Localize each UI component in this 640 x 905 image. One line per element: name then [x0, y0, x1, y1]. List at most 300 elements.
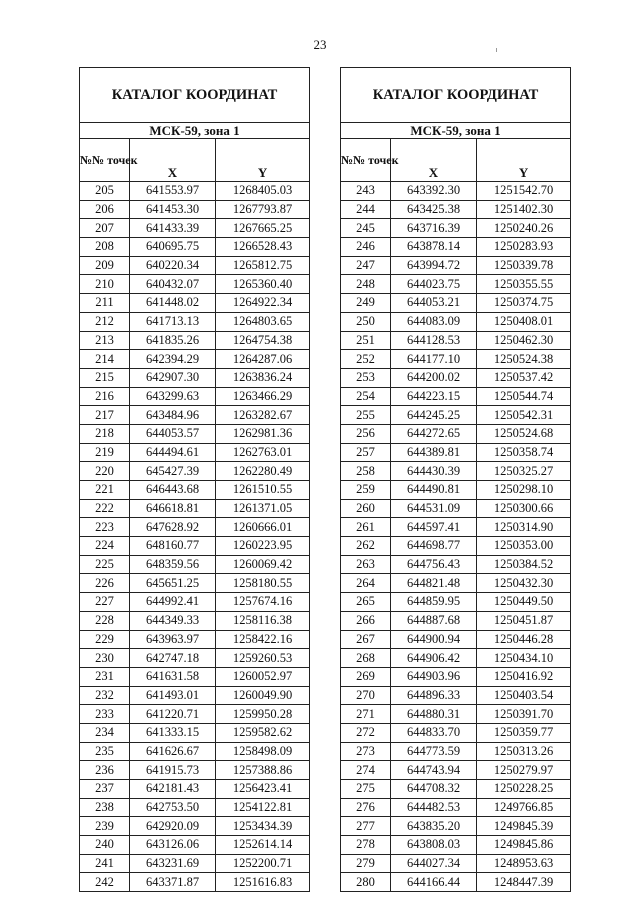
point-number-cell: 258	[341, 462, 391, 481]
table-row	[80, 219, 310, 238]
y-coordinate-cell: 1250446.28	[477, 630, 571, 649]
y-coordinate-cell: 1250384.52	[477, 555, 571, 574]
point-number-cell: 223	[80, 518, 130, 537]
x-coordinate-cell: 644430.39	[391, 462, 477, 481]
y-coordinate-cell: 1250283.93	[477, 238, 571, 257]
y-coordinate-cell: 1265812.75	[216, 256, 310, 275]
x-coordinate-cell: 647628.92	[130, 518, 216, 537]
table-row	[341, 350, 571, 369]
y-coordinate-cell: 1259950.28	[216, 705, 310, 724]
point-number-cell: 272	[341, 723, 391, 742]
point-number-cell: 218	[80, 424, 130, 443]
point-number-cell: 257	[341, 443, 391, 462]
table-row	[80, 873, 310, 892]
x-coordinate-cell: 644245.25	[391, 406, 477, 425]
table-row	[80, 817, 310, 836]
y-header: Y	[477, 139, 571, 182]
point-number-cell: 230	[80, 649, 130, 668]
point-number-cell: 232	[80, 686, 130, 705]
x-coordinate-cell: 644177.10	[391, 350, 477, 369]
y-coordinate-cell: 1266528.43	[216, 238, 310, 257]
x-coordinate-cell: 643808.03	[391, 836, 477, 855]
table-row	[341, 200, 571, 219]
x-coordinate-cell: 643994.72	[391, 256, 477, 275]
point-number-cell: 275	[341, 780, 391, 799]
x-coordinate-cell: 641433.39	[130, 219, 216, 238]
table-row	[341, 406, 571, 425]
x-coordinate-cell: 644906.42	[391, 649, 477, 668]
x-coordinate-cell: 643484.96	[130, 406, 216, 425]
table-row	[80, 294, 310, 313]
y-coordinate-cell: 1250353.00	[477, 537, 571, 556]
x-coordinate-cell: 644128.53	[391, 331, 477, 350]
point-number-cell: 256	[341, 424, 391, 443]
point-number-cell: 245	[341, 219, 391, 238]
y-coordinate-cell: 1251542.70	[477, 182, 571, 201]
table-row	[80, 593, 310, 612]
table-row	[80, 275, 310, 294]
y-coordinate-cell: 1262763.01	[216, 443, 310, 462]
table-row	[80, 481, 310, 500]
x-coordinate-cell: 643425.38	[391, 200, 477, 219]
table-row	[80, 387, 310, 406]
coordinate-catalog-right	[340, 67, 571, 892]
x-coordinate-cell: 644992.41	[130, 593, 216, 612]
x-coordinate-cell: 641493.01	[130, 686, 216, 705]
x-coordinate-cell: 644223.15	[391, 387, 477, 406]
point-number-cell: 236	[80, 761, 130, 780]
y-coordinate-cell: 1250537.42	[477, 368, 571, 387]
table-row	[341, 630, 571, 649]
y-coordinate-cell: 1250300.66	[477, 499, 571, 518]
point-number-cell: 261	[341, 518, 391, 537]
x-coordinate-cell: 641220.71	[130, 705, 216, 724]
table-row	[80, 705, 310, 724]
point-number-cell: 244	[341, 200, 391, 219]
x-coordinate-cell: 644349.33	[130, 611, 216, 630]
table-row	[80, 667, 310, 686]
point-number-cell: 268	[341, 649, 391, 668]
point-number-header: №№ точек	[80, 139, 130, 182]
y-coordinate-cell: 1250462.30	[477, 331, 571, 350]
table-row	[341, 761, 571, 780]
y-coordinate-cell: 1250314.90	[477, 518, 571, 537]
x-coordinate-cell: 644490.81	[391, 481, 477, 500]
point-number-cell: 239	[80, 817, 130, 836]
point-number-cell: 227	[80, 593, 130, 612]
point-number-cell: 226	[80, 574, 130, 593]
table-row	[341, 836, 571, 855]
table-row	[80, 238, 310, 257]
y-coordinate-cell: 1264754.38	[216, 331, 310, 350]
table-row	[80, 723, 310, 742]
point-number-cell: 231	[80, 667, 130, 686]
table-row	[341, 462, 571, 481]
table-row	[80, 499, 310, 518]
y-coordinate-cell: 1257674.16	[216, 593, 310, 612]
point-number-header: №№ точек	[341, 139, 391, 182]
table-row	[341, 817, 571, 836]
table-row	[80, 443, 310, 462]
point-number-cell: 228	[80, 611, 130, 630]
point-number-cell: 253	[341, 368, 391, 387]
y-coordinate-cell: 1250325.27	[477, 462, 571, 481]
x-coordinate-cell: 641915.73	[130, 761, 216, 780]
x-coordinate-cell: 641553.97	[130, 182, 216, 201]
point-number-cell: 213	[80, 331, 130, 350]
coordinate-system: МСК-59, зона 1	[341, 123, 571, 139]
table-row	[341, 481, 571, 500]
x-coordinate-cell: 641453.30	[130, 200, 216, 219]
x-coordinate-cell: 644743.94	[391, 761, 477, 780]
table-row	[341, 667, 571, 686]
point-number-cell: 237	[80, 780, 130, 799]
point-number-cell: 251	[341, 331, 391, 350]
y-coordinate-cell: 1263282.67	[216, 406, 310, 425]
y-coordinate-cell: 1258180.55	[216, 574, 310, 593]
x-coordinate-cell: 644773.59	[391, 742, 477, 761]
table-row	[341, 611, 571, 630]
point-number-cell: 212	[80, 312, 130, 331]
point-number-cell: 273	[341, 742, 391, 761]
point-number-cell: 243	[341, 182, 391, 201]
y-coordinate-cell: 1250313.26	[477, 742, 571, 761]
table-row	[341, 331, 571, 350]
x-coordinate-cell: 644597.41	[391, 518, 477, 537]
y-coordinate-cell: 1258116.38	[216, 611, 310, 630]
point-number-cell: 246	[341, 238, 391, 257]
x-coordinate-cell: 644833.70	[391, 723, 477, 742]
table-row	[80, 406, 310, 425]
point-number-cell: 255	[341, 406, 391, 425]
x-coordinate-cell: 641631.58	[130, 667, 216, 686]
y-coordinate-cell: 1249766.85	[477, 798, 571, 817]
table-row	[341, 238, 571, 257]
y-coordinate-cell: 1267665.25	[216, 219, 310, 238]
x-coordinate-cell: 641835.26	[130, 331, 216, 350]
point-number-cell: 216	[80, 387, 130, 406]
y-coordinate-cell: 1254122.81	[216, 798, 310, 817]
x-coordinate-cell: 642753.50	[130, 798, 216, 817]
point-number-cell: 250	[341, 312, 391, 331]
table-row	[341, 275, 571, 294]
x-header: X	[391, 139, 477, 182]
point-number-cell: 279	[341, 854, 391, 873]
x-coordinate-cell: 641713.13	[130, 312, 216, 331]
table-row	[341, 294, 571, 313]
x-coordinate-cell: 643963.97	[130, 630, 216, 649]
y-coordinate-cell: 1264922.34	[216, 294, 310, 313]
table-row	[80, 630, 310, 649]
y-coordinate-cell: 1264803.65	[216, 312, 310, 331]
y-coordinate-cell: 1250339.78	[477, 256, 571, 275]
point-number-cell: 221	[80, 481, 130, 500]
y-coordinate-cell: 1257388.86	[216, 761, 310, 780]
point-number-cell: 235	[80, 742, 130, 761]
point-number-cell: 249	[341, 294, 391, 313]
table-row	[341, 499, 571, 518]
x-coordinate-cell: 642920.09	[130, 817, 216, 836]
x-coordinate-cell: 644482.53	[391, 798, 477, 817]
x-coordinate-cell: 644859.95	[391, 593, 477, 612]
point-number-cell: 208	[80, 238, 130, 257]
x-coordinate-cell: 643716.39	[391, 219, 477, 238]
point-number-cell: 206	[80, 200, 130, 219]
y-coordinate-cell: 1250298.10	[477, 481, 571, 500]
point-number-cell: 254	[341, 387, 391, 406]
x-coordinate-cell: 643878.14	[391, 238, 477, 257]
y-coordinate-cell: 1250359.77	[477, 723, 571, 742]
y-coordinate-cell: 1262280.49	[216, 462, 310, 481]
table-row	[341, 219, 571, 238]
y-coordinate-cell: 1260069.42	[216, 555, 310, 574]
table-row	[80, 574, 310, 593]
x-coordinate-cell: 640695.75	[130, 238, 216, 257]
table-row	[341, 742, 571, 761]
y-coordinate-cell: 1252200.71	[216, 854, 310, 873]
y-coordinate-cell: 1248953.63	[477, 854, 571, 873]
table-row	[80, 742, 310, 761]
coordinate-rows	[341, 182, 571, 892]
table-row	[341, 649, 571, 668]
point-number-cell: 248	[341, 275, 391, 294]
table-row	[341, 537, 571, 556]
point-number-cell: 219	[80, 443, 130, 462]
point-number-cell: 220	[80, 462, 130, 481]
table-row	[80, 200, 310, 219]
point-number-cell: 265	[341, 593, 391, 612]
table-row	[341, 387, 571, 406]
y-coordinate-cell: 1265360.40	[216, 275, 310, 294]
table-row	[341, 555, 571, 574]
y-coordinate-cell: 1259260.53	[216, 649, 310, 668]
point-number-cell: 259	[341, 481, 391, 500]
x-coordinate-cell: 644531.09	[391, 499, 477, 518]
y-coordinate-cell: 1249845.39	[477, 817, 571, 836]
point-number-cell: 240	[80, 836, 130, 855]
x-coordinate-cell: 644023.75	[391, 275, 477, 294]
y-coordinate-cell: 1250542.31	[477, 406, 571, 425]
x-coordinate-cell: 646443.68	[130, 481, 216, 500]
x-coordinate-cell: 643371.87	[130, 873, 216, 892]
y-coordinate-cell: 1250279.97	[477, 761, 571, 780]
point-number-cell: 260	[341, 499, 391, 518]
y-coordinate-cell: 1253434.39	[216, 817, 310, 836]
table-row	[80, 798, 310, 817]
table-row	[80, 611, 310, 630]
y-coordinate-cell: 1252614.14	[216, 836, 310, 855]
table-row	[80, 312, 310, 331]
table-row	[80, 780, 310, 799]
scan-artifact	[496, 48, 497, 52]
point-number-cell: 233	[80, 705, 130, 724]
y-coordinate-cell: 1256423.41	[216, 780, 310, 799]
y-coordinate-cell: 1250403.54	[477, 686, 571, 705]
y-coordinate-cell: 1267793.87	[216, 200, 310, 219]
table-row	[80, 854, 310, 873]
y-coordinate-cell: 1251402.30	[477, 200, 571, 219]
y-coordinate-cell: 1250524.68	[477, 424, 571, 443]
y-coordinate-cell: 1260223.95	[216, 537, 310, 556]
table-row	[341, 873, 571, 892]
table-row	[341, 854, 571, 873]
page-number: 23	[313, 37, 327, 52]
point-number-cell: 242	[80, 873, 130, 892]
x-coordinate-cell: 640220.34	[130, 256, 216, 275]
y-coordinate-cell: 1250416.92	[477, 667, 571, 686]
y-coordinate-cell: 1250374.75	[477, 294, 571, 313]
point-number-cell: 252	[341, 350, 391, 369]
table-row	[80, 555, 310, 574]
y-coordinate-cell: 1263836.24	[216, 368, 310, 387]
x-coordinate-cell: 644494.61	[130, 443, 216, 462]
table-row	[341, 593, 571, 612]
y-coordinate-cell: 1263466.29	[216, 387, 310, 406]
table-row	[80, 518, 310, 537]
y-coordinate-cell: 1250432.30	[477, 574, 571, 593]
x-coordinate-cell: 644200.02	[391, 368, 477, 387]
point-number-cell: 241	[80, 854, 130, 873]
point-number-cell: 276	[341, 798, 391, 817]
x-header: X	[130, 139, 216, 182]
x-coordinate-cell: 644083.09	[391, 312, 477, 331]
y-coordinate-cell: 1258422.16	[216, 630, 310, 649]
table-row	[341, 443, 571, 462]
y-coordinate-cell: 1250434.10	[477, 649, 571, 668]
coordinate-catalog-left	[79, 67, 310, 892]
point-number-cell: 207	[80, 219, 130, 238]
point-number-cell: 274	[341, 761, 391, 780]
point-number-cell: 263	[341, 555, 391, 574]
x-coordinate-cell: 643392.30	[391, 182, 477, 201]
y-coordinate-cell: 1250449.50	[477, 593, 571, 612]
y-coordinate-cell: 1251616.83	[216, 873, 310, 892]
point-number-cell: 247	[341, 256, 391, 275]
table-row	[80, 182, 310, 201]
table-row	[80, 761, 310, 780]
point-number-cell: 211	[80, 294, 130, 313]
y-coordinate-cell: 1250240.26	[477, 219, 571, 238]
point-number-cell: 269	[341, 667, 391, 686]
table-row	[341, 424, 571, 443]
x-coordinate-cell: 644903.96	[391, 667, 477, 686]
x-coordinate-cell: 644880.31	[391, 705, 477, 724]
point-number-cell: 278	[341, 836, 391, 855]
point-number-cell: 267	[341, 630, 391, 649]
x-coordinate-cell: 644756.43	[391, 555, 477, 574]
x-coordinate-cell: 644896.33	[391, 686, 477, 705]
table-row	[80, 686, 310, 705]
point-number-cell: 266	[341, 611, 391, 630]
x-coordinate-cell: 643299.63	[130, 387, 216, 406]
table-row	[80, 350, 310, 369]
point-number-cell: 205	[80, 182, 130, 201]
table-row	[341, 686, 571, 705]
x-coordinate-cell: 646618.81	[130, 499, 216, 518]
table-row	[80, 368, 310, 387]
y-coordinate-cell: 1250524.38	[477, 350, 571, 369]
point-number-cell: 225	[80, 555, 130, 574]
y-coordinate-cell: 1259582.62	[216, 723, 310, 742]
x-coordinate-cell: 641333.15	[130, 723, 216, 742]
y-coordinate-cell: 1250358.74	[477, 443, 571, 462]
y-coordinate-cell: 1258498.09	[216, 742, 310, 761]
table-row	[80, 256, 310, 275]
x-coordinate-cell: 642907.30	[130, 368, 216, 387]
x-coordinate-cell: 645427.39	[130, 462, 216, 481]
x-coordinate-cell: 643231.69	[130, 854, 216, 873]
table-row	[341, 256, 571, 275]
table-row	[80, 836, 310, 855]
y-header: Y	[216, 139, 310, 182]
point-number-cell: 270	[341, 686, 391, 705]
y-coordinate-cell: 1250391.70	[477, 705, 571, 724]
y-coordinate-cell: 1260666.01	[216, 518, 310, 537]
table-row	[341, 368, 571, 387]
x-coordinate-cell: 641626.67	[130, 742, 216, 761]
table-row	[341, 182, 571, 201]
y-coordinate-cell: 1268405.03	[216, 182, 310, 201]
point-number-cell: 238	[80, 798, 130, 817]
point-number-cell: 264	[341, 574, 391, 593]
point-number-cell: 222	[80, 499, 130, 518]
point-number-cell: 214	[80, 350, 130, 369]
point-number-cell: 210	[80, 275, 130, 294]
x-coordinate-cell: 644698.77	[391, 537, 477, 556]
x-coordinate-cell: 644887.68	[391, 611, 477, 630]
x-coordinate-cell: 643126.06	[130, 836, 216, 855]
x-coordinate-cell: 648160.77	[130, 537, 216, 556]
table-row	[80, 331, 310, 350]
y-coordinate-cell: 1250544.74	[477, 387, 571, 406]
y-coordinate-cell: 1248447.39	[477, 873, 571, 892]
y-coordinate-cell: 1260052.97	[216, 667, 310, 686]
y-coordinate-cell: 1250408.01	[477, 312, 571, 331]
y-coordinate-cell: 1264287.06	[216, 350, 310, 369]
table-row	[341, 574, 571, 593]
x-coordinate-cell: 643835.20	[391, 817, 477, 836]
table-row	[341, 518, 571, 537]
point-number-cell: 215	[80, 368, 130, 387]
coordinate-system: МСК-59, зона 1	[80, 123, 310, 139]
table-row	[80, 462, 310, 481]
y-coordinate-cell: 1250228.25	[477, 780, 571, 799]
x-coordinate-cell: 644053.21	[391, 294, 477, 313]
x-coordinate-cell: 644053.57	[130, 424, 216, 443]
x-coordinate-cell: 642747.18	[130, 649, 216, 668]
x-coordinate-cell: 644708.32	[391, 780, 477, 799]
table-row	[80, 537, 310, 556]
x-coordinate-cell: 645651.25	[130, 574, 216, 593]
x-coordinate-cell: 644027.34	[391, 854, 477, 873]
y-coordinate-cell: 1250355.55	[477, 275, 571, 294]
coordinate-rows	[80, 182, 310, 892]
x-coordinate-cell: 642181.43	[130, 780, 216, 799]
x-coordinate-cell: 644900.94	[391, 630, 477, 649]
catalog-title: КАТАЛОГ КООРДИНАТ	[341, 68, 571, 123]
x-coordinate-cell: 642394.29	[130, 350, 216, 369]
point-number-cell: 262	[341, 537, 391, 556]
x-coordinate-cell: 641448.02	[130, 294, 216, 313]
y-coordinate-cell: 1250451.87	[477, 611, 571, 630]
table-row	[341, 780, 571, 799]
x-coordinate-cell: 640432.07	[130, 275, 216, 294]
table-row	[80, 649, 310, 668]
x-coordinate-cell: 644166.44	[391, 873, 477, 892]
table-row	[341, 312, 571, 331]
point-number-cell: 234	[80, 723, 130, 742]
point-number-cell: 209	[80, 256, 130, 275]
